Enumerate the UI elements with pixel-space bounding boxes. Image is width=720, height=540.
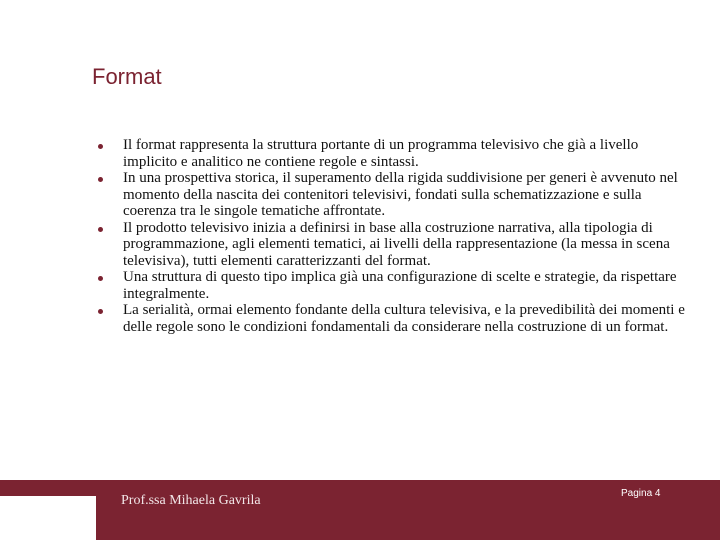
bullet-text: Una struttura di questo tipo implica già una configurazione di scelte e strategie, da rispettare integralmente. (123, 269, 677, 302)
bullet-marker-icon (98, 276, 103, 281)
bullet-marker-icon (98, 144, 103, 149)
bullet-item (98, 170, 688, 220)
bullet-item (98, 220, 688, 270)
bullet-marker-icon (98, 227, 103, 232)
page-number: Pagina 4 (621, 488, 661, 499)
bullet-text: Il format rappresenta la struttura portante di un programma televisivo che già a livello implicito e analitico ne contiene regole e sintassi. (123, 137, 639, 170)
bullet-list (98, 137, 688, 335)
bullet-text: Il prodotto televisivo inizia a definirsi in base alla costruzione narrativa, alla tipologia di programmazione, agli elementi tematici, ai livelli della rappresentazione (la messa in scena televisiva), tutti elementi caratterizzanti del format. (123, 219, 670, 269)
footer-author: Prof.ssa Mihaela Gavrila (121, 493, 261, 508)
bullet-text: In una prospettiva storica, il superamento della rigida suddivisione per generi è avvenuto nel momento della nascita dei contenitori televisivi, fondati sulla schematizzazione e sulla coerenza tra le singole tematiche affrontate. (123, 170, 678, 219)
bullet-marker-icon (98, 177, 103, 182)
footer-white-panel (0, 496, 96, 540)
bullet-item (98, 302, 688, 335)
bullet-item (98, 269, 688, 302)
bullet-marker-icon (98, 309, 103, 314)
bullet-text: La serialità, ormai elemento fondante della cultura televisiva, e la prevedibilità dei momenti e delle regole sono le condizioni fondamentali da considerare nella costruzione di un format. (123, 302, 685, 335)
slide-title: Format (92, 64, 162, 89)
bullet-item (98, 137, 688, 170)
footer-band (0, 480, 720, 540)
